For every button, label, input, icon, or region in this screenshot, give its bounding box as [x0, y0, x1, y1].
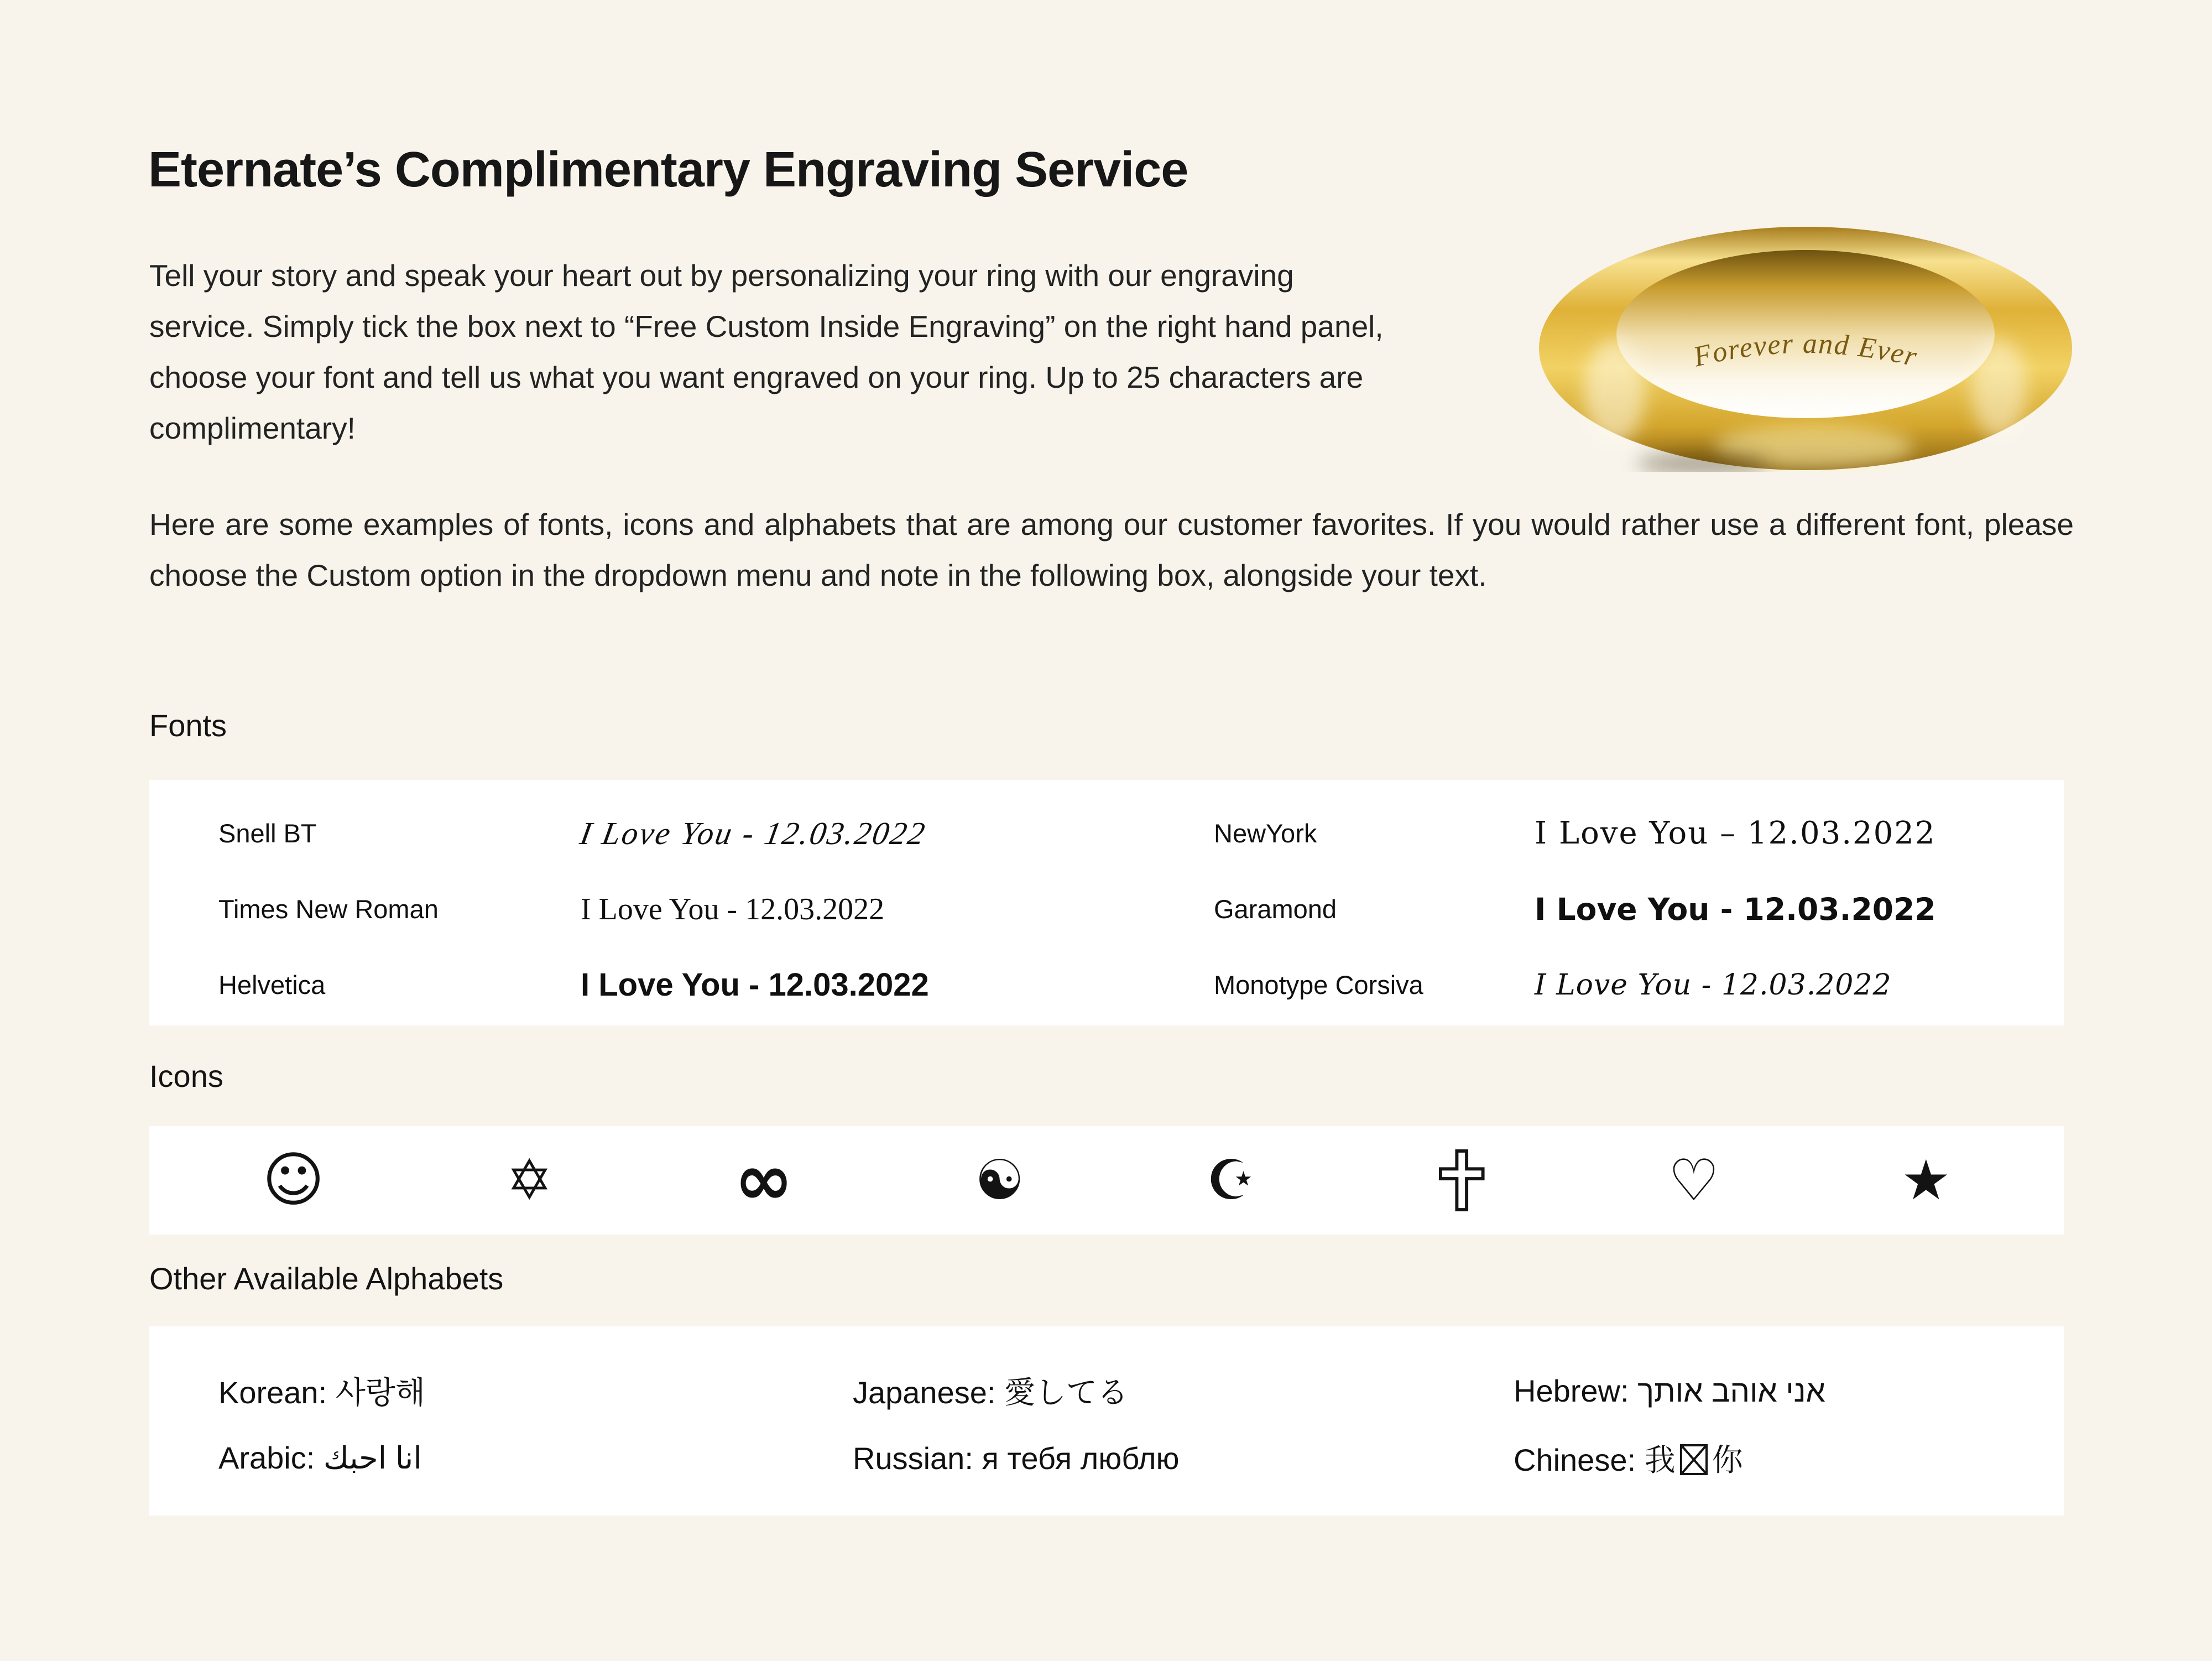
alphabets-examples-panel	[149, 1326, 2064, 1516]
missing-glyph-box	[1680, 1444, 1708, 1475]
font-sample-garamond: I Love You - 12.03.2022	[1535, 891, 1936, 927]
alphabet-chinese: Chinese: 我 你	[1514, 1443, 1743, 1477]
font-name: Snell BT	[218, 819, 317, 848]
icons-examples-panel	[149, 1126, 2064, 1235]
cross-icon	[1437, 1148, 1486, 1213]
font-name: Garamond	[1214, 894, 1337, 924]
heart-icon: ♡	[1668, 1147, 1720, 1214]
font-sample-helvetica: I Love You - 12.03.2022	[581, 967, 929, 1003]
fonts-heading: Fonts	[149, 708, 227, 743]
icons-heading: Icons	[149, 1059, 223, 1094]
fonts-examples-panel	[149, 780, 2064, 1025]
alphabet-hebrew: Hebrew: אני אוהב אותך	[1514, 1373, 1825, 1408]
examples-paragraph: Here are some examples of fonts, icons and alphabets that are among our customer favorites. If you would rather use a different font, please choose the Custom option in the dropdown menu and note in the following box, alongside your text.	[149, 507, 2074, 592]
alphabet-japanese: Japanese: 愛してる	[853, 1375, 1128, 1410]
alphabet-korean: Korean: 사랑해	[218, 1375, 425, 1410]
star-of-david-icon: ✡	[506, 1148, 553, 1212]
yin-yang-icon: ☯	[974, 1148, 1025, 1212]
infinity-icon: ∞	[734, 1139, 794, 1221]
engraved-ring-image	[1537, 226, 2074, 472]
star-icon: ★	[1901, 1148, 1951, 1212]
font-name: Monotype Corsiva	[1214, 970, 1423, 999]
intro-paragraph: Tell your story and speak your heart out by personalizing your ring with our engraving service. Simply tick the box next to “Free Custom Inside Engraving” on the right hand panel, choose your font and tell us what you want engraved on your ring. Up to 25 characters are complimentary!	[149, 258, 1384, 445]
ring-engraving-text: Forever and Ever	[1691, 327, 1921, 373]
font-sample-snell-bt: I Love You - 12.03.2022	[577, 815, 930, 851]
font-name: NewYork	[1214, 819, 1317, 848]
ring-highlight-left	[1584, 339, 1645, 444]
page-title: Eternate’s Complimentary Engraving Service	[148, 142, 1188, 197]
alphabets-heading: Other Available Alphabets	[149, 1261, 504, 1296]
font-sample-monotype-corsiva: I Love You - 12.03.2022	[1535, 968, 1892, 1002]
gold-ring-graphic	[1537, 226, 2074, 472]
font-name: Helvetica	[218, 970, 326, 999]
font-sample-newyork: I Love You – 12.03.2022	[1535, 815, 1936, 851]
font-sample-times-new-roman: I Love You - 12.03.2022	[581, 892, 885, 926]
alphabet-arabic: Arabic: انا احبك	[218, 1440, 422, 1475]
alphabet-russian: Russian: я тебя люблю	[853, 1440, 1180, 1476]
ring-highlight-right	[1971, 339, 2027, 439]
star-and-crescent-icon: ☪	[1206, 1148, 1256, 1212]
smiley-icon: ☺	[262, 1145, 325, 1215]
font-name: Times New Roman	[218, 894, 439, 924]
